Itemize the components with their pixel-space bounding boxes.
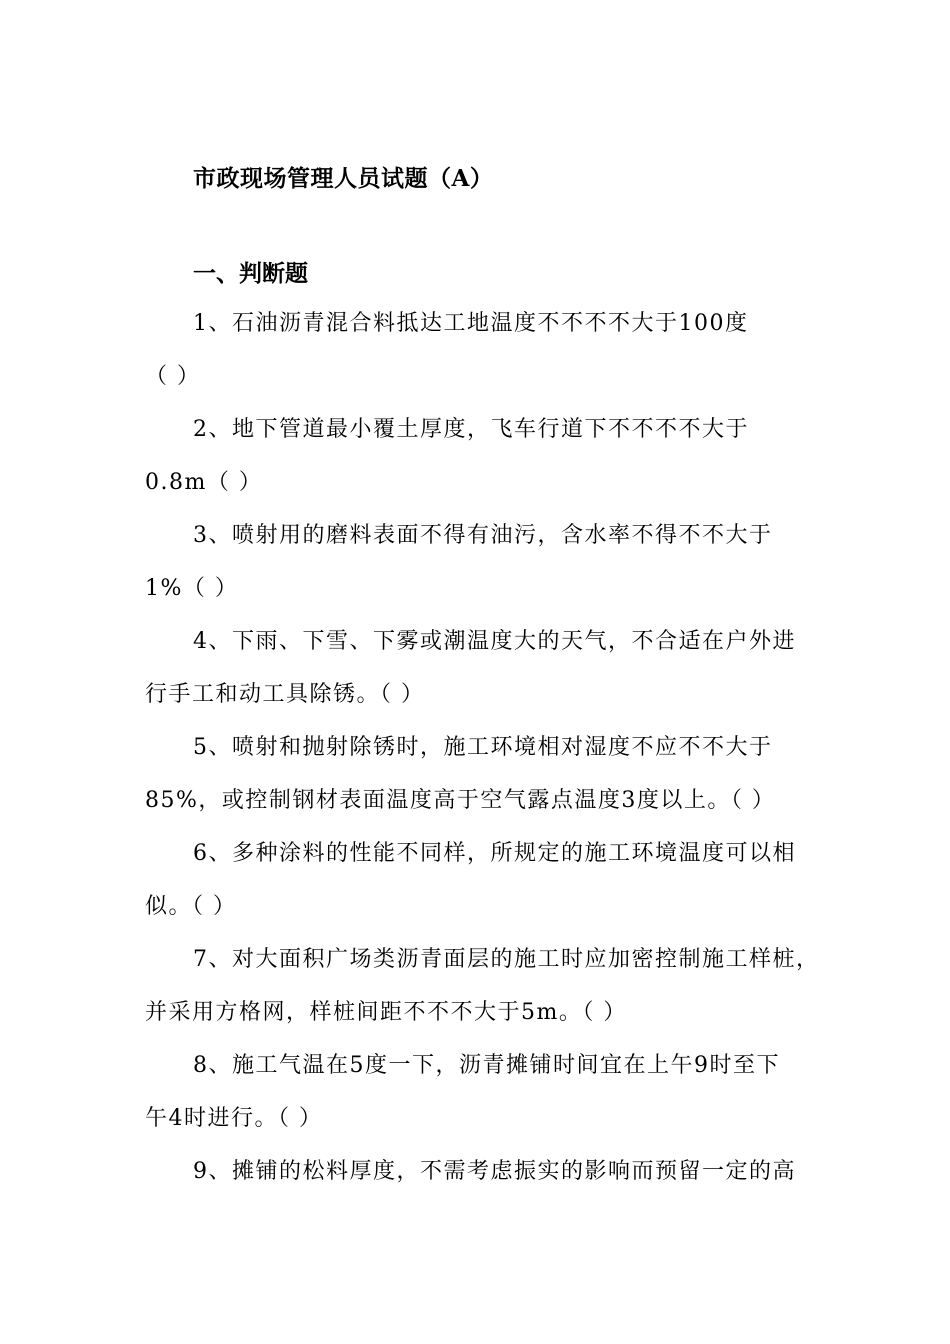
question-3-line-1: 3、喷射用的磨料表面不得有油污，含水率不得不不大于 xyxy=(193,523,773,548)
question-6-line-2: 似。（ ） xyxy=(145,894,237,919)
question-4-line-2: 行手工和动工具除锈。（ ） xyxy=(145,682,425,707)
question-2-line-1: 2、地下管道最小覆土厚度，飞车行道下不不不不大于 xyxy=(193,417,749,442)
question-3 xyxy=(145,509,810,615)
question-9 xyxy=(145,1145,810,1198)
question-2 xyxy=(145,403,810,509)
question-7 xyxy=(145,933,820,1039)
question-4 xyxy=(145,615,810,721)
question-8-line-1: 8、施工气温在5度一下，沥青摊铺时间宜在上午9时至下 xyxy=(193,1053,780,1078)
question-8 xyxy=(145,1039,810,1145)
question-6 xyxy=(145,827,810,933)
question-5-line-1: 5、喷射和抛射除锈时，施工环境相对湿度不应不不大于 xyxy=(193,735,773,760)
question-4-line-1: 4、下雨、下雪、下雾或潮温度大的天气，不合适在户外进 xyxy=(193,629,796,654)
question-1-line-2: （ ） xyxy=(145,364,201,389)
question-5 xyxy=(145,721,810,827)
question-7-line-1: 7、对大面积广场类沥青面层的施工时应加密控制施工样桩， xyxy=(193,947,820,972)
question-2-line-2: 0.8m（ ） xyxy=(145,470,263,495)
question-3-line-2: 1%（ ） xyxy=(145,576,239,601)
question-6-line-1: 6、多种涂料的性能不同样，所规定的施工环境温度可以相 xyxy=(193,841,796,866)
question-1 xyxy=(145,297,810,403)
question-8-line-2: 午4时进行。（ ） xyxy=(145,1106,323,1131)
question-9-line-1: 9、摊铺的松料厚度，不需考虑振实的影响而预留一定的高 xyxy=(193,1159,796,1184)
question-1-line-1: 1、石油沥青混合料抵达工地温度不不不不大于100度 xyxy=(193,311,749,336)
question-7-line-2: 并采用方格网，样桩间距不不不大于5m。（ ） xyxy=(145,1000,627,1025)
section-heading: 一、判断题 xyxy=(193,260,308,287)
document-title: 市政现场管理人员试题（A） xyxy=(193,165,494,192)
question-5-line-2: 85%，或控制钢材表面温度高于空气露点温度3度以上。（ ） xyxy=(145,788,776,813)
